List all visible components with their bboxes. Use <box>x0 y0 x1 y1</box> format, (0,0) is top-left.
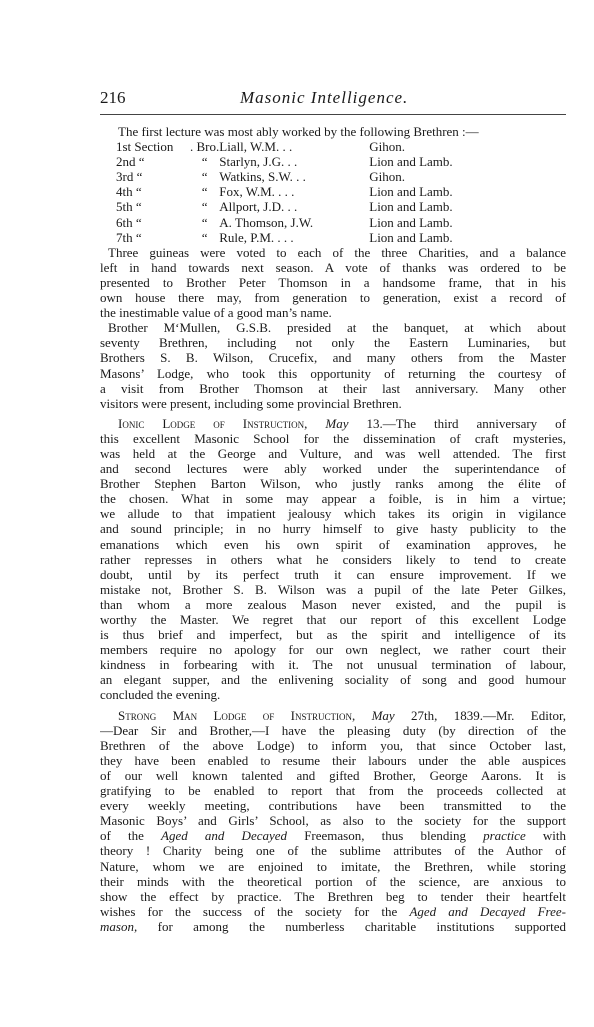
text-line: this excellent Masonic School for the dissemination of craft mysteries, <box>100 430 566 446</box>
text-line: presented to Brother Peter Thomson in a handsome frame, that in his <box>100 274 566 290</box>
lecture-bro: “ <box>201 199 208 215</box>
text-line: they have been enabled to resume their labours under the able auspices <box>100 752 566 768</box>
ionic-first-line: Ionic Lodge of Instruction, May 13.—The third anniversary of <box>118 415 566 431</box>
intro-line: The first lecture was most ably worked by the following Brethren :— <box>118 124 479 139</box>
lecture-lodge: Gihon. <box>369 169 405 185</box>
text-line: the inestimable value of a good man’s name. <box>100 305 332 321</box>
lecture-row <box>116 199 519 214</box>
lecture-bro: “ <box>201 214 208 230</box>
lecture-lodge: Lion and Lamb. <box>369 199 453 215</box>
text-line: every weekly meeting, contributions have been transmitted to the <box>100 798 566 814</box>
text-line: seventy Brethren, including not only the Eastern Luminaries, but <box>100 335 566 351</box>
text-line: left in hand towards next season. A vote of thanks was ordered to be <box>100 259 566 275</box>
text-line: kindness in forbearing with it. The not unusual termination of labour, <box>100 657 566 673</box>
lecture-section: 4th “ <box>116 184 142 200</box>
text-line: members require no apology for our own neglect, we rather court their <box>100 642 566 658</box>
text-line: an elegant supper, and the enlivening sociality of song and good humour <box>100 672 566 688</box>
text-line: Masons’ Lodge, who took this opportunity of returning the courtesy of <box>100 365 566 381</box>
lecture-bro: “ <box>201 169 208 185</box>
lecture-name: Starlyn, J.G. . . <box>219 154 298 170</box>
lecture-lodge: Lion and Lamb. <box>369 154 453 170</box>
lecture-table <box>116 139 519 245</box>
lecture-row <box>116 169 519 184</box>
text-line: than whom a more zealous Mason never existed, and the pupil is <box>100 596 566 612</box>
text-line: we allude to that impatient jealousy which takes its origin in vigilance <box>100 506 566 522</box>
text-line: Brothers S. B. Wilson, Crucefix, and many others from the Master <box>100 350 566 366</box>
text-line: and second lectures were ably worked under the superintendance of <box>100 461 566 477</box>
text-line: of our well known talented and gifted Brother, George Aarons. It is <box>100 767 566 783</box>
text-line: mason, for among the numberless charitable institutions supported <box>100 918 566 934</box>
lecture-section: 3rd “ <box>116 169 143 185</box>
lecture-bro: “ <box>201 154 208 170</box>
paragraph-strong-man-lodge <box>100 708 566 934</box>
lecture-row <box>116 139 519 154</box>
text-line: show the effect by practice. The Brethren beg to tender their heartfelt <box>100 888 566 904</box>
lecture-bro: “ <box>201 229 208 245</box>
lecture-section: 5th “ <box>116 199 142 215</box>
lecture-row <box>116 154 519 169</box>
lecture-name: Allport, J.D. . . <box>219 199 298 215</box>
body-text <box>100 124 566 934</box>
lecture-name: Liall, W.M. . . <box>219 139 293 155</box>
text-line: Brother Stephen Barton Wilson, who justly ranks among the élite of <box>100 476 566 492</box>
lecture-lodge: Lion and Lamb. <box>369 184 453 200</box>
lecture-name: A. Thomson, J.W. <box>219 214 314 230</box>
lecture-bro: “ <box>201 184 208 200</box>
text-line: theory ! Charity being one of the sublime attributes of the Author of <box>100 843 566 859</box>
text-line: concluded the evening. <box>100 687 221 703</box>
paragraph-ionic-lodge <box>100 416 566 703</box>
strong-man-first-line: Strong Man Lodge of Instruction, May 27th, 1839.—Mr. Editor, <box>118 707 566 723</box>
lecture-section: 7th “ <box>116 229 142 245</box>
text-line: wishes for the success of the society for the Aged and Decayed Free- <box>100 903 566 919</box>
strong-man-date-month: May <box>371 707 395 723</box>
lecture-name: Watkins, S.W. . . <box>219 169 306 185</box>
text-line: mistake not, Brother S. B. Wilson was a pupil of the late Peter Gilkes, <box>100 581 566 597</box>
strong-man-lodge-name: Strong Man Lodge of Instruction, <box>118 707 356 723</box>
text-line: the chosen. What in some may appear a foible, is in him a virtue; <box>100 491 566 507</box>
lecture-name: Rule, P.M. . . . <box>219 229 294 245</box>
text-line: Three guineas were voted to each of the three Charities, and a balance <box>108 244 566 260</box>
lecture-name: Fox, W.M. . . . <box>219 184 295 200</box>
text-line: own house there may, from generation to generation, exist a record of <box>100 290 566 306</box>
text-line: —Dear Sir and Brother,—I have the pleasing duty (by direction of the <box>100 722 566 738</box>
lecture-bro: . Bro. <box>190 139 220 155</box>
text-line: is thus brief and imperfect, but as the spirit and intelligence of its <box>100 627 566 643</box>
paragraph-charities <box>100 245 566 320</box>
page-number: 216 <box>100 88 126 107</box>
lecture-section: 2nd “ <box>116 154 145 170</box>
text-line: Masonic Boys’ and Girls’ School, as also to the society for the support <box>100 813 566 829</box>
ionic-lodge-name: Ionic Lodge of Instruction, <box>118 415 308 431</box>
text-line: worthy the Master. We regret that our report of this excellent Lodge <box>100 612 566 627</box>
lecture-section: 1st Section <box>116 139 174 155</box>
lecture-lodge: Lion and Lamb. <box>369 214 453 230</box>
ionic-date-month: May <box>325 415 349 431</box>
page-header <box>100 88 566 115</box>
text-line: Nature, whom we are enjoined to imitate, the Brethren, while storing <box>100 858 566 874</box>
text-line: doubt, until by its perfect truth it can ensure improvement. If we <box>100 566 566 582</box>
text-line: was held at the George and Vulture, and was well attended. The first <box>100 445 566 461</box>
lecture-section: 6th “ <box>116 214 142 230</box>
lecture-row <box>116 215 519 230</box>
lecture-lodge: Gihon. <box>369 139 405 155</box>
text-line: emanations which even his own spirit of examination approves, he <box>100 536 566 552</box>
text-line: their minds with the theoretical portion of the science, are anxious to <box>100 873 566 889</box>
running-head: Masonic Intelligence. <box>240 88 409 107</box>
text-line: visitors were present, including some provincial Brethren. <box>100 395 402 411</box>
text-line: rather represses in others what he considers likely to tend to create <box>100 551 566 567</box>
text-line: Brother M‘Mullen, G.S.B. presided at the banquet, at which about <box>108 320 566 336</box>
text-line: of the Aged and Decayed Freemason, thus blending practice with <box>100 828 566 844</box>
paragraph-banquet <box>100 320 566 411</box>
lecture-row <box>116 184 519 199</box>
text-line: and sound principle; in no hurry himself to give hasty publicity to the <box>100 521 566 537</box>
lecture-row <box>116 230 519 245</box>
text-line: a visit from Brother Thomson at their last anniversary. Many other <box>100 380 566 396</box>
lecture-lodge: Lion and Lamb. <box>369 229 453 245</box>
text-line: gratifying to be enabled to report that from the proceeds collected at <box>100 783 566 799</box>
text-line: Brethren of the above Lodge) to inform you, that since October last, <box>100 737 566 753</box>
